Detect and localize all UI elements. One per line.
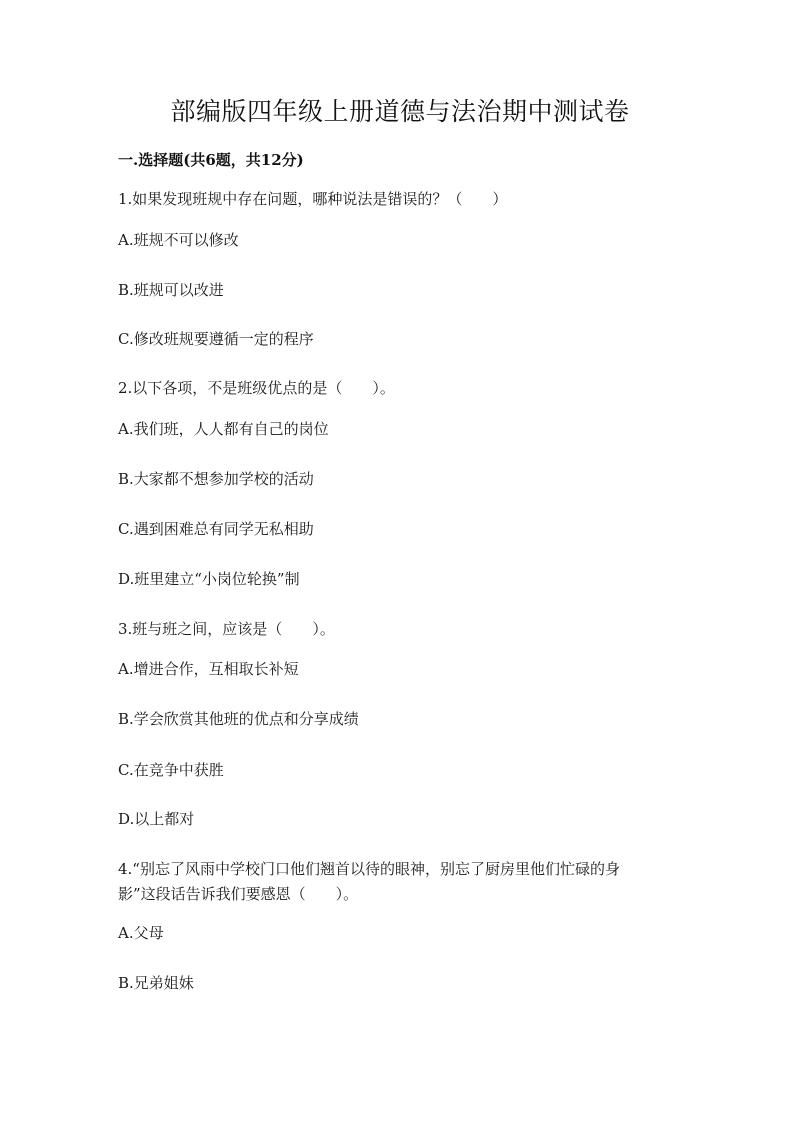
question-4-option-b: B.兄弟姐妹	[118, 974, 194, 992]
question-1-stem: 1.如果发现班规中存在问题，哪种说法是错误的？（ ）	[118, 190, 508, 208]
page-title: 部编版四年级上册道德与法治期中测试卷	[170, 97, 630, 126]
question-2-option-a: A.我们班，人人都有自己的岗位	[118, 420, 329, 438]
question-4-option-a: A.父母	[118, 924, 164, 942]
question-3-option-b: B.学会欣赏其他班的优点和分享成绩	[118, 710, 359, 728]
section-heading: 一.选择题(共6题，共12分)	[118, 151, 304, 169]
question-3-option-a: A.增进合作，互相取长补短	[118, 660, 299, 678]
question-3-option-c: C.在竞争中获胜	[118, 761, 224, 779]
question-1-option-c: C.修改班规要遵循一定的程序	[118, 330, 314, 348]
question-1-option-b: B.班规可以改进	[118, 281, 224, 299]
question-3-option-d: D.以上都对	[118, 810, 195, 828]
question-2-option-d: D.班里建立“小岗位轮换”制	[118, 570, 300, 588]
question-1-option-a: A.班规不可以修改	[118, 231, 239, 249]
question-2-stem: 2.以下各项，不是班级优点的是（ ）。	[118, 379, 395, 397]
question-2-option-c: C.遇到困难总有同学无私相助	[118, 520, 314, 538]
question-4-stem-line-2: 影”这段话告诉我们要感恩（ ）。	[118, 885, 359, 903]
question-4-stem-line-1: 4.“别忘了风雨中学校门口他们翘首以待的眼神，别忘了厨房里他们忙碌的身	[118, 860, 620, 878]
question-2-option-b: B.大家都不想参加学校的活动	[118, 470, 314, 488]
question-3-stem: 3.班与班之间，应该是（ ）。	[118, 620, 335, 638]
